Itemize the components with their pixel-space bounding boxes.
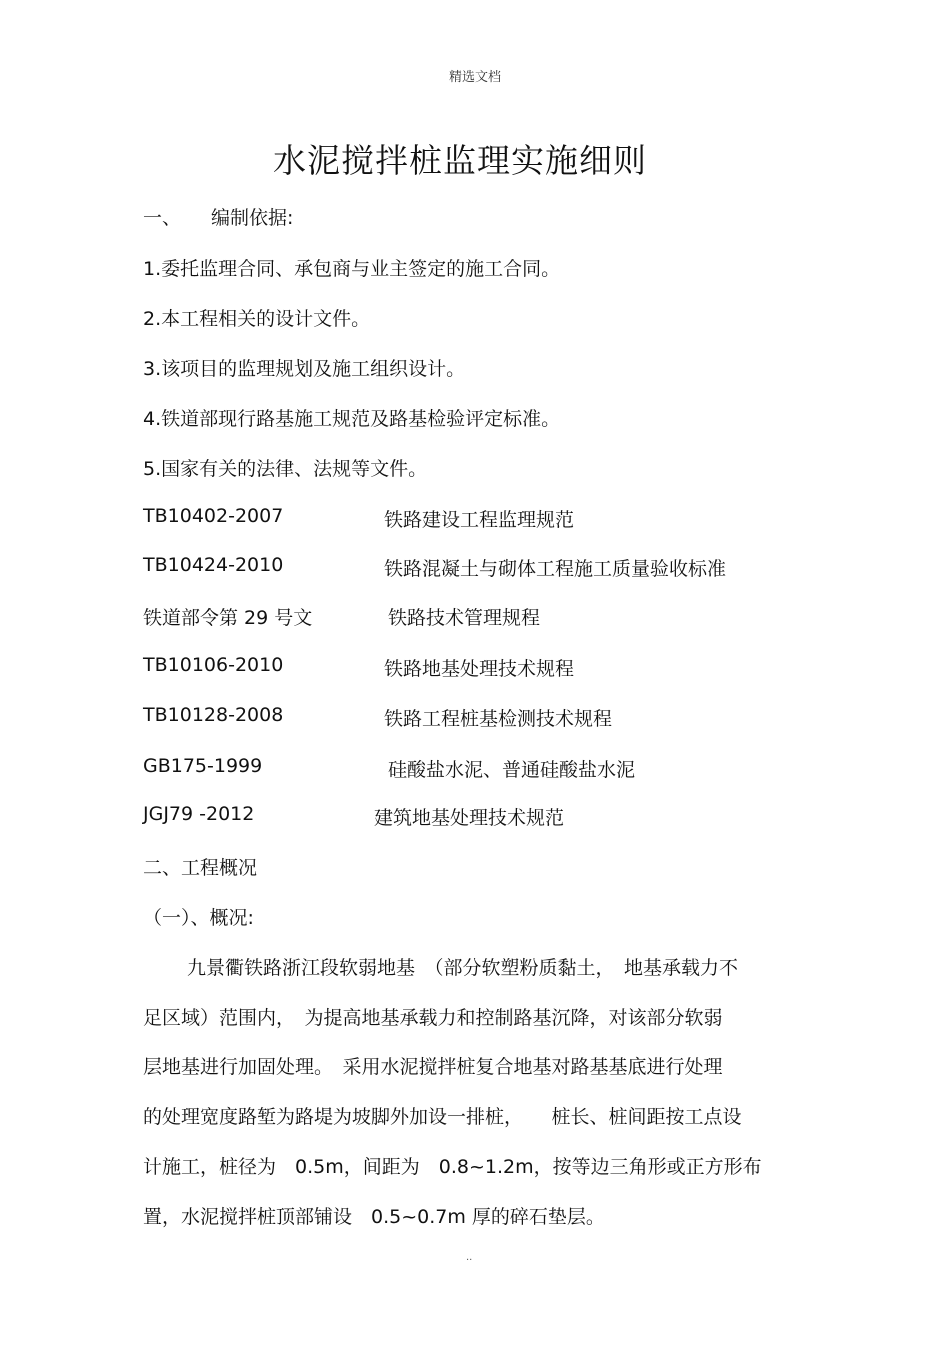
- standard-row: [143, 704, 613, 730]
- basis-item: 4.铁道部现行路基施工规范及路基检验评定标准。: [143, 408, 561, 430]
- page-footer-mark: ..: [466, 1252, 473, 1263]
- standard-row: [143, 803, 565, 829]
- standard-code: TB10128-2008: [143, 704, 284, 726]
- section1-heading-number: 一、: [143, 207, 182, 229]
- standard-name: 硅酸盐水泥、普通硅酸盐水泥: [388, 759, 636, 781]
- basis-item: 1.委托监理合同、承包商与业主签定的施工合同。: [143, 258, 561, 280]
- standard-name: 铁路混凝土与砌体工程施工质量验收标准: [384, 558, 727, 580]
- standard-name: 建筑地基处理技术规范: [374, 807, 565, 829]
- standard-row: [143, 654, 575, 680]
- standard-code: TB10402-2007: [143, 505, 284, 527]
- paragraph-line: 足区域）范围内， 为提高地基承载力和控制路基沉降，对该部分软弱: [143, 1007, 723, 1029]
- paragraph-line: 层地基进行加固处理。 采用水泥搅拌桩复合地基对路基基底进行处理: [143, 1056, 723, 1078]
- section2-heading: 二、工程概况: [143, 857, 258, 879]
- standard-code: TB10424-2010: [143, 554, 284, 576]
- standard-code: 铁道部令第 29 号文: [143, 607, 313, 629]
- paragraph-line: 置，水泥搅拌桩顶部铺设 0.5~0.7m 厚的碎石垫层。: [143, 1206, 605, 1228]
- section1-heading-text: 编制依据:: [211, 207, 294, 229]
- standard-name: 铁路地基处理技术规程: [384, 658, 575, 680]
- paragraph-line: 计施工，桩径为 0.5m，间距为 0.8~1.2m，按等边三角形或正方形布: [143, 1156, 762, 1178]
- basis-item: 2.本工程相关的设计文件。: [143, 308, 371, 330]
- standard-name: 铁路工程桩基检测技术规程: [384, 708, 613, 730]
- document-title: 水泥搅拌桩监理实施细则: [273, 141, 647, 180]
- standard-row: [143, 755, 636, 781]
- page-header: 精选文档: [448, 70, 501, 85]
- section1-heading: [143, 203, 293, 230]
- standard-row: [143, 603, 541, 630]
- section2-subheading: （一）、概况:: [143, 907, 254, 929]
- standard-name: 铁路建设工程监理规范: [384, 509, 575, 531]
- standard-code: JGJ79 -2012: [143, 803, 255, 825]
- standard-name: 铁路技术管理规程: [388, 607, 541, 629]
- basis-item: 5.国家有关的法律、法规等文件。: [143, 458, 428, 480]
- standard-code: GB175-1999: [143, 755, 263, 777]
- standard-row: [143, 554, 727, 580]
- paragraph-line: 九景衢铁路浙江段软弱地基 （部分软塑粉质黏土， 地基承载力不: [187, 957, 739, 979]
- paragraph-line: 的处理宽度路堑为路堤为坡脚外加设一排桩， 桩长、桩间距按工点设: [143, 1106, 742, 1128]
- standard-code: TB10106-2010: [143, 654, 284, 676]
- basis-item: 3.该项目的监理规划及施工组织设计。: [143, 358, 466, 380]
- standard-row: [143, 505, 575, 531]
